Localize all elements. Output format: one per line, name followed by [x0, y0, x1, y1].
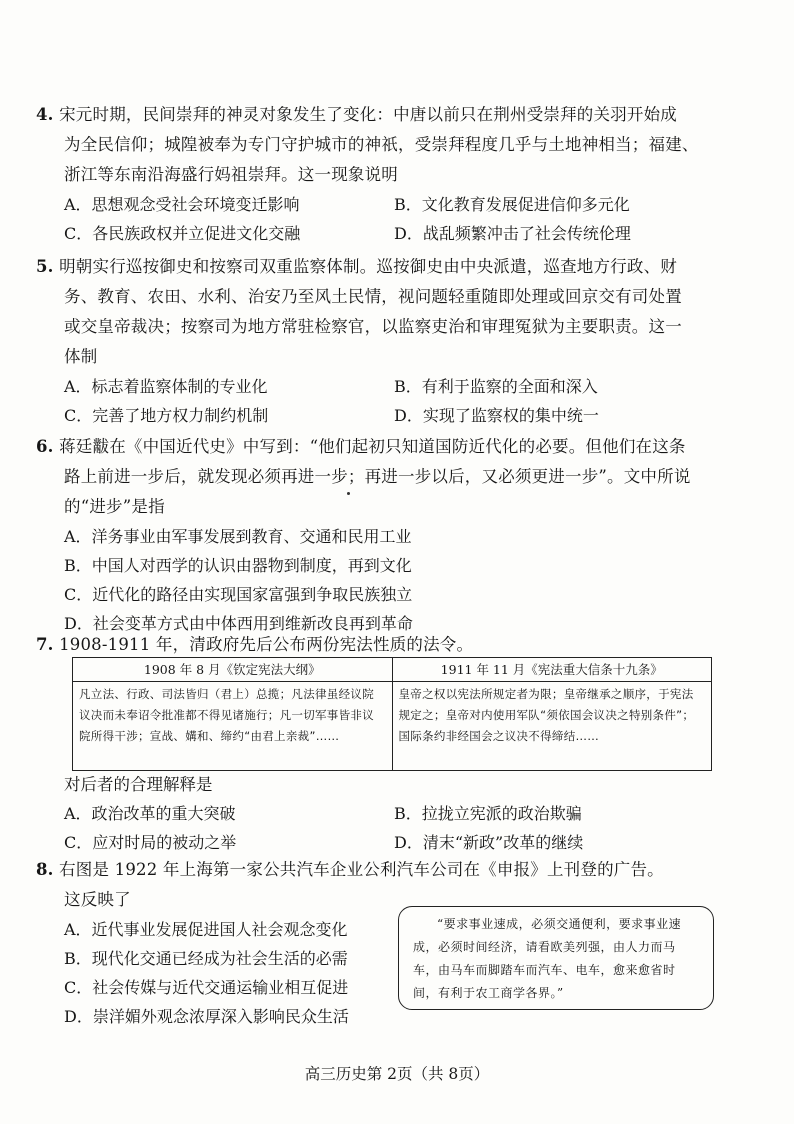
option-b[interactable]: B．有利于监察的全面和深入 — [394, 377, 598, 396]
option-a[interactable]: A．政治改革的重大突破 — [64, 804, 236, 823]
option-a[interactable]: A．标志着监察体制的专业化 — [64, 377, 268, 396]
option-b[interactable]: B．文化教育发展促进信仰多元化 — [394, 195, 630, 214]
table-header-1911: 1911 年 11 月《宪法重大信条十九条》 — [392, 658, 712, 682]
question-4-stem — [36, 100, 726, 190]
option-c[interactable]: C．社会传媒与近代交通运输业相互促进 — [64, 978, 349, 997]
option-c[interactable]: C．完善了地方权力制约机制 — [64, 406, 269, 425]
question-6-stem — [36, 432, 726, 522]
option-a[interactable]: A．近代事业发展促进国人社会观念变化 — [64, 920, 348, 939]
stem-line: 为全民信仰；城隍被奉为专门守护城市的神祇，受崇拜程度几乎与土地神相当；福建、 — [64, 135, 699, 154]
option-c[interactable]: C．应对时局的被动之举 — [64, 833, 237, 852]
stem-line: 这反映了 — [64, 890, 131, 909]
option-d[interactable]: D．实现了监察权的集中统一 — [394, 406, 599, 425]
advertisement-text: “要求事业速成，必须交通便利，要求事业速成，必须时间经济，请看欧美列强，由人力而马车，由马车而脚踏车而汽车、电车，愈来愈省时间，有利于农工商学各界。” — [413, 917, 682, 1000]
option-c[interactable]: C．近代化的路径由实现国家富强到争取民族独立 — [64, 585, 413, 604]
constitution-comparison-table — [72, 657, 712, 771]
question-number: 4. — [36, 105, 54, 124]
stem-line: 或交皇帝裁决；按察司为地方常驻检察官，以监察吏治和审理冤狱为主要职责。这一 — [64, 317, 682, 336]
question-number: 8. — [36, 860, 54, 879]
question-4 — [36, 100, 726, 248]
question-5-options — [36, 372, 726, 430]
option-a[interactable]: A．思想观念受社会环境变迁影响 — [64, 195, 300, 214]
question-8-options — [36, 915, 394, 1031]
question-7-options — [36, 799, 726, 857]
question-5-stem — [36, 252, 726, 372]
option-b[interactable]: B．拉拢立宪派的政治欺骗 — [394, 804, 582, 823]
stem-line: 务、教育、农田、水利、治安乃至风土民情，视问题轻重随即处理或回京交有司处置 — [64, 287, 682, 306]
table-cell-1911: 皇帝之权以宪法所规定者为限；皇帝继承之顺序，于宪法规定之；皇帝对内使用军队“须依国会议决之特别条件”；国际条约非经国会之议决不得缔结…… — [392, 682, 712, 771]
question-6-options — [36, 522, 726, 638]
stem-line: 右图是 1922 年上海第一家公共汽车企业公利汽车公司在《申报》上刊登的广告。 — [59, 860, 664, 879]
stem-line: 蒋廷黻在《中国近代史》中写到：“他们起初只知道国防近代化的必要。但他们在这条 — [59, 437, 686, 456]
option-d[interactable]: D．崇洋媚外观念浓厚深入影响民众生活 — [64, 1007, 349, 1026]
stem-line: 浙江等东南沿海盛行妈祖崇拜。这一现象说明 — [64, 165, 398, 184]
table-cell-1908: 凡立法、行政、司法皆归（君上）总揽；凡法律虽经议院议决而未奉诏令批准都不得见诸施行；凡一切军事皆非议院所得干涉；宣战、媾和、缔约“由君上亲裁”…… — [73, 682, 393, 771]
scan-speck — [347, 492, 350, 495]
question-6 — [36, 432, 726, 638]
question-number: 5. — [36, 257, 54, 276]
option-b[interactable]: B．中国人对西学的认识由器物到制度，再到文化 — [64, 556, 412, 575]
option-d[interactable]: D．清末“新政”改革的继续 — [394, 833, 584, 852]
question-7-stem — [36, 630, 726, 660]
stem-line: 1908-1911 年，清政府先后公布两份宪法性质的法令。 — [59, 635, 474, 654]
question-number: 7. — [36, 635, 54, 654]
question-5 — [36, 252, 726, 430]
stem-line: 路上前进一步后，就发现必须再进一步；再进一步以后，又必须更进一步”。文中所说 — [64, 467, 691, 486]
question-4-options — [36, 190, 726, 248]
stem-line: 的“进步”是指 — [64, 497, 165, 516]
question-7-answers — [36, 770, 726, 857]
option-d[interactable]: D．战乱频繁冲击了社会传统伦理 — [394, 224, 631, 243]
page-footer: 高三历史第 2页（共 8页） — [304, 1065, 490, 1083]
question-7-prompt: 对后者的合理解释是 — [64, 775, 213, 794]
option-c[interactable]: C．各民族政权并立促进文化交融 — [64, 224, 301, 243]
table-header-1908: 1908 年 8 月《钦定宪法大纲》 — [73, 658, 393, 682]
question-7 — [36, 630, 726, 660]
stem-line: 体制 — [64, 347, 98, 366]
option-d[interactable]: D．社会变革方式由中体西用到维新改良再到革命 — [64, 614, 413, 633]
question-number: 6. — [36, 437, 54, 456]
advertisement-box — [398, 906, 714, 1010]
option-b[interactable]: B．现代化交通已经成为社会生活的必需 — [64, 949, 348, 968]
stem-line: 明朝实行巡按御史和按察司双重监察体制。巡按御史由中央派遣，巡查地方行政、财 — [59, 257, 677, 276]
option-a[interactable]: A．洋务事业由军事发展到教育、交通和民用工业 — [64, 527, 412, 546]
stem-line: 宋元时期，民间崇拜的神灵对象发生了变化：中唐以前只在荆州受崇拜的关羽开始成 — [59, 105, 677, 124]
